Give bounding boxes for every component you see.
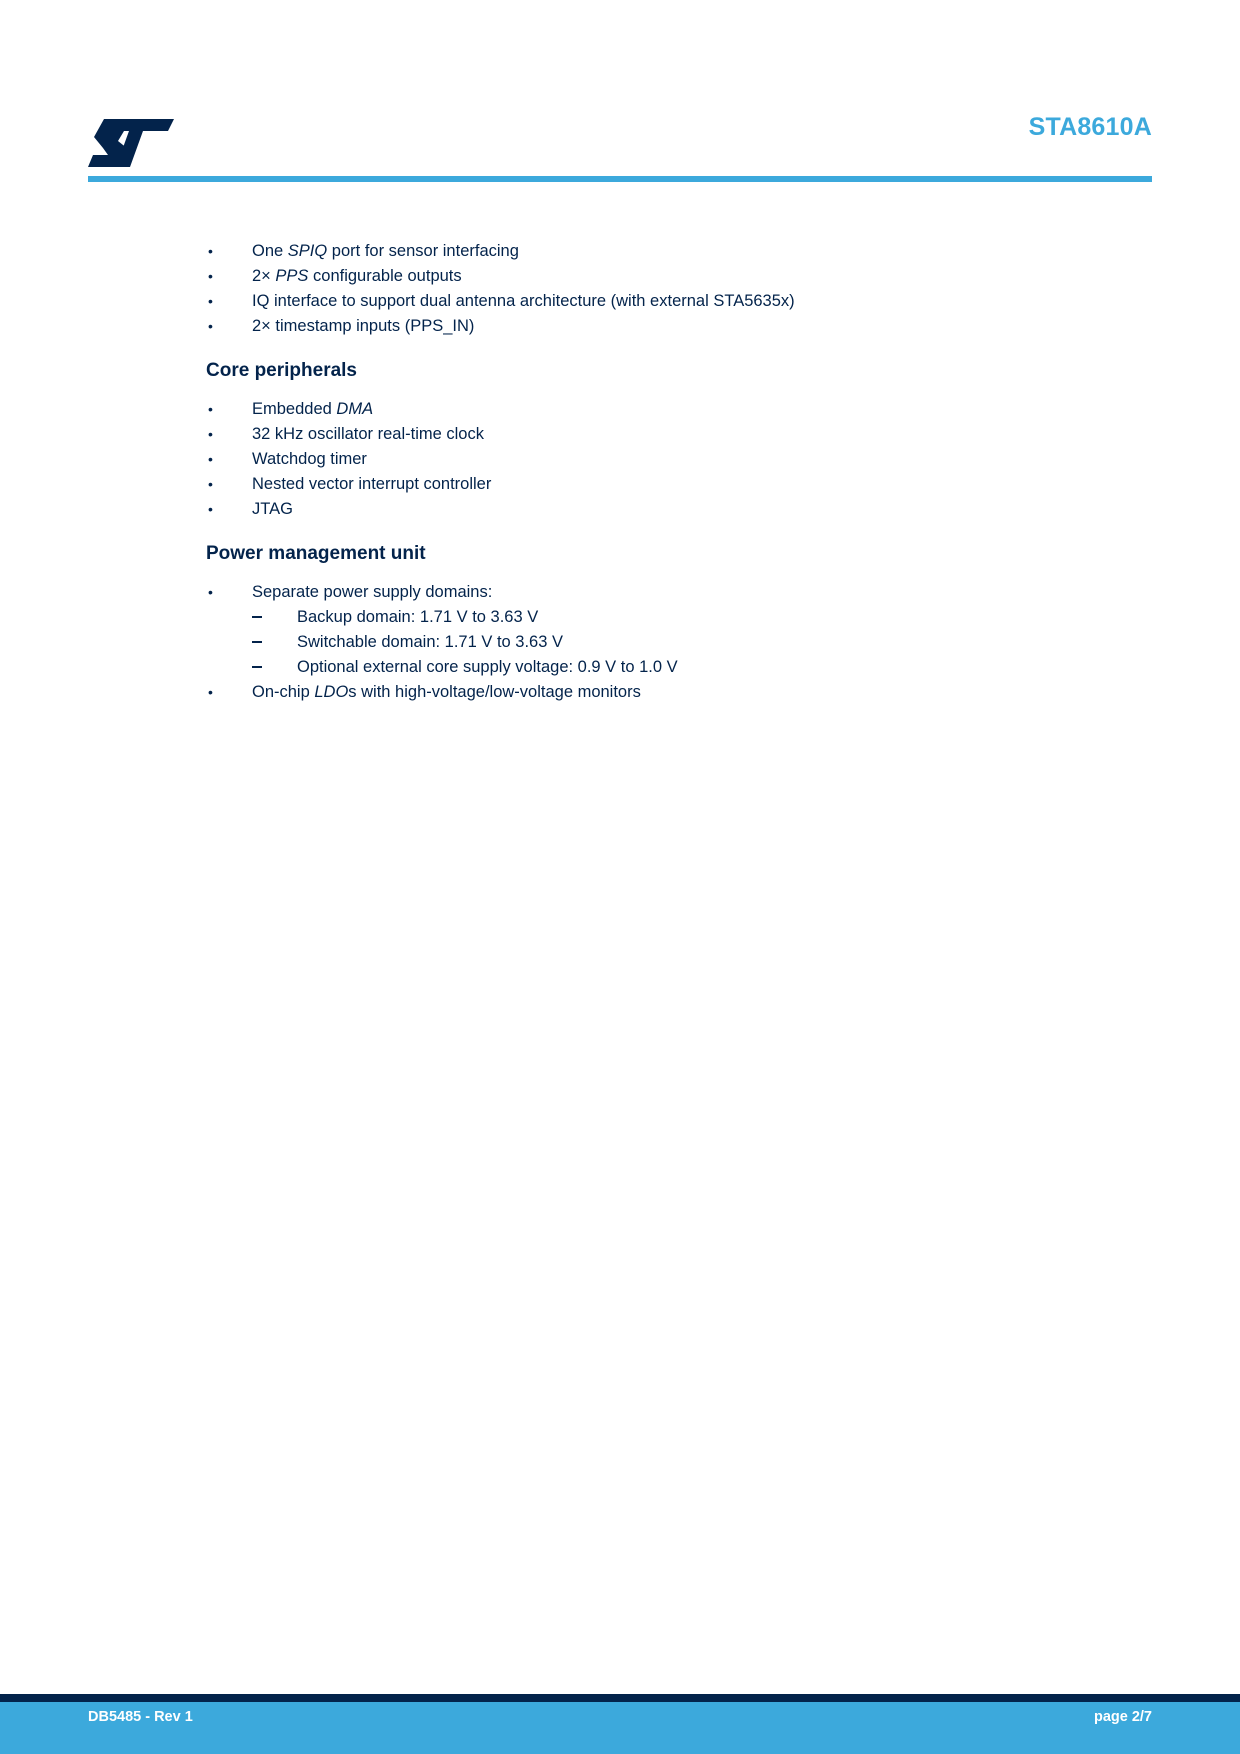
footer-rule <box>0 1694 1240 1702</box>
list-item: • On-chip LDOs with high-voltage/low-voltage monitors <box>206 680 678 705</box>
bullet: • <box>208 318 213 334</box>
bullet: • <box>208 268 213 284</box>
bullet: • <box>208 476 213 492</box>
bullet: • <box>208 293 213 309</box>
header-rule <box>88 176 1152 182</box>
document-title: STA8610A <box>1028 113 1152 141</box>
dash <box>252 666 262 668</box>
core-peripherals-list <box>206 397 491 522</box>
section-heading-core-peripherals: Core peripherals <box>206 360 357 381</box>
list-item: • 32 kHz oscillator real-time clock <box>206 422 491 447</box>
feature-list-top <box>206 239 795 339</box>
list-item: • JTAG <box>206 497 491 522</box>
bullet: • <box>208 584 213 600</box>
list-item: • Watchdog timer <box>206 447 491 472</box>
page-footer <box>0 1702 1240 1754</box>
section-heading-power-management: Power management unit <box>206 543 426 564</box>
dash <box>252 641 262 643</box>
list-item: • 2× timestamp inputs (PPS_IN) <box>206 314 795 339</box>
list-item: • IQ interface to support dual antenna architecture (with external STA5635x) <box>206 289 795 314</box>
sub-list-item: Switchable domain: 1.71 V to 3.63 V <box>206 630 678 655</box>
list-item: • 2× PPS configurable outputs <box>206 264 795 289</box>
list-item: • Nested vector interrupt controller <box>206 472 491 497</box>
list-item: • Separate power supply domains: <box>206 580 678 605</box>
bullet: • <box>208 451 213 467</box>
st-logo-icon <box>88 119 174 167</box>
bullet: • <box>208 426 213 442</box>
bullet: • <box>208 243 213 259</box>
document-reference: DB5485 - Rev 1 <box>88 1709 193 1725</box>
bullet: • <box>208 501 213 517</box>
list-item: • Embedded DMA <box>206 397 491 422</box>
sub-list-item: Optional external core supply voltage: 0.9 V to 1.0 V <box>206 655 678 680</box>
list-item: • One SPIQ port for sensor interfacing <box>206 239 795 264</box>
dash <box>252 616 262 618</box>
power-management-list <box>206 580 678 705</box>
bullet: • <box>208 401 213 417</box>
page-number: page 2/7 <box>1093 1709 1152 1725</box>
bullet: • <box>208 684 213 700</box>
sub-list-item: Backup domain: 1.71 V to 3.63 V <box>206 605 678 630</box>
